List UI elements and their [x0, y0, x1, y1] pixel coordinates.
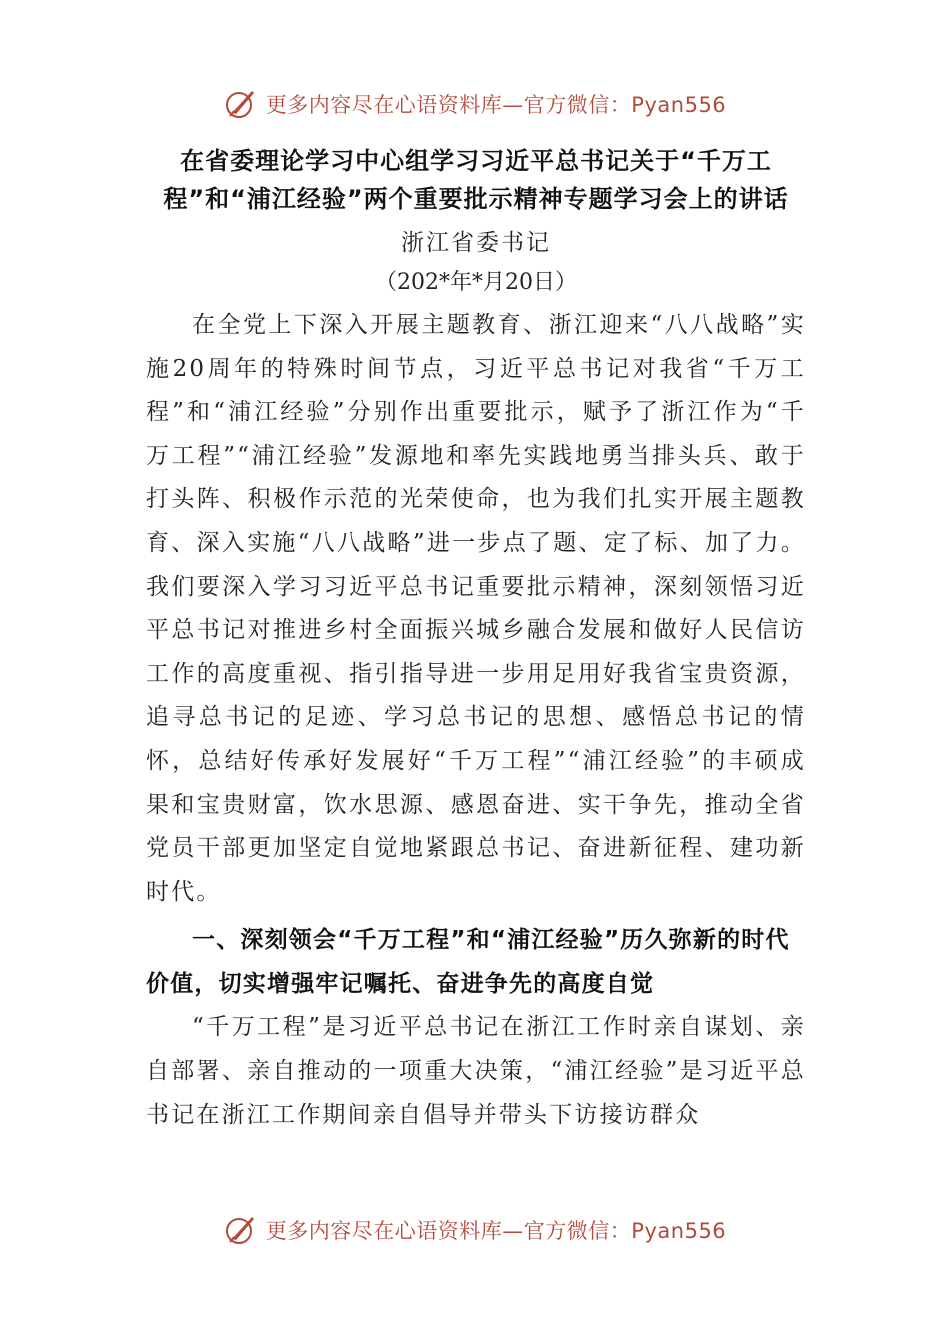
quill-pen-logo-icon — [224, 87, 258, 121]
quill-pen-logo-icon — [224, 1213, 258, 1247]
paragraph-intro: 在全党上下深入开展主题教育、浙江迎来“八八战略”实施20周年的特殊时间节点，习近平总书记对我省“千万工程”和“浦江经验”分别作出重要批示，赋予了浙江作为“千万工程”“浦江经验”发源地和率先实践地勇当排头兵、敢于打头阵、积极作示范的光荣使命，也为我们扎实开展主题教育、深入实施“八八战略”进一步点了题、定了标、加了力。我们要深入学习习近平总书记重要批示精神，深刻领悟习近平总书记对推进乡村全面振兴城乡融合发展和做好人民信访工作的高度重视、指引指导进一步用足用好我省宝贵资源，追寻总书记的足迹、学习总书记的思想、感悟总书记的情怀，总结好传承好发展好“千万工程”“浦江经验”的丰硕成果和宝贵财富，饮水思源、感恩奋进、实干争先，推动全省党员干部更加坚定自觉地紧跟总书记、奋进新征程、建功新时代。 — [146, 312, 806, 905]
watermark-text: 更多内容尽在心语资料库—官方微信：Pyan556 — [265, 1219, 727, 1243]
paragraph-section-1: “千万工程”是习近平总书记在浙江工作时亲自谋划、亲自部署、亲自推动的一项重大决策，“浦江经验”是习近平总书记在浙江工作期间亲自倡导并带头下访接访群众 — [146, 1014, 806, 1128]
document-title: 在省委理论学习中心组学习习近平总书记关于“千万工程”和“浦江经验”两个重要批示精神专题学习会上的讲话 — [163, 147, 789, 213]
watermark-text: 更多内容尽在心语资料库—官方微信：Pyan556 — [265, 93, 727, 117]
document-author: 浙江省委书记 — [401, 230, 551, 256]
document-body — [146, 142, 806, 1137]
watermark-header — [0, 84, 950, 124]
document-date: （202*年*月20日） — [375, 270, 577, 295]
section-heading-1: 一、深刻领会“千万工程”和“浦江经验”历久弥新的时代价值，切实增强牢记嘱托、奋进争先的高度自觉 — [146, 927, 790, 998]
watermark-footer — [0, 1210, 950, 1250]
